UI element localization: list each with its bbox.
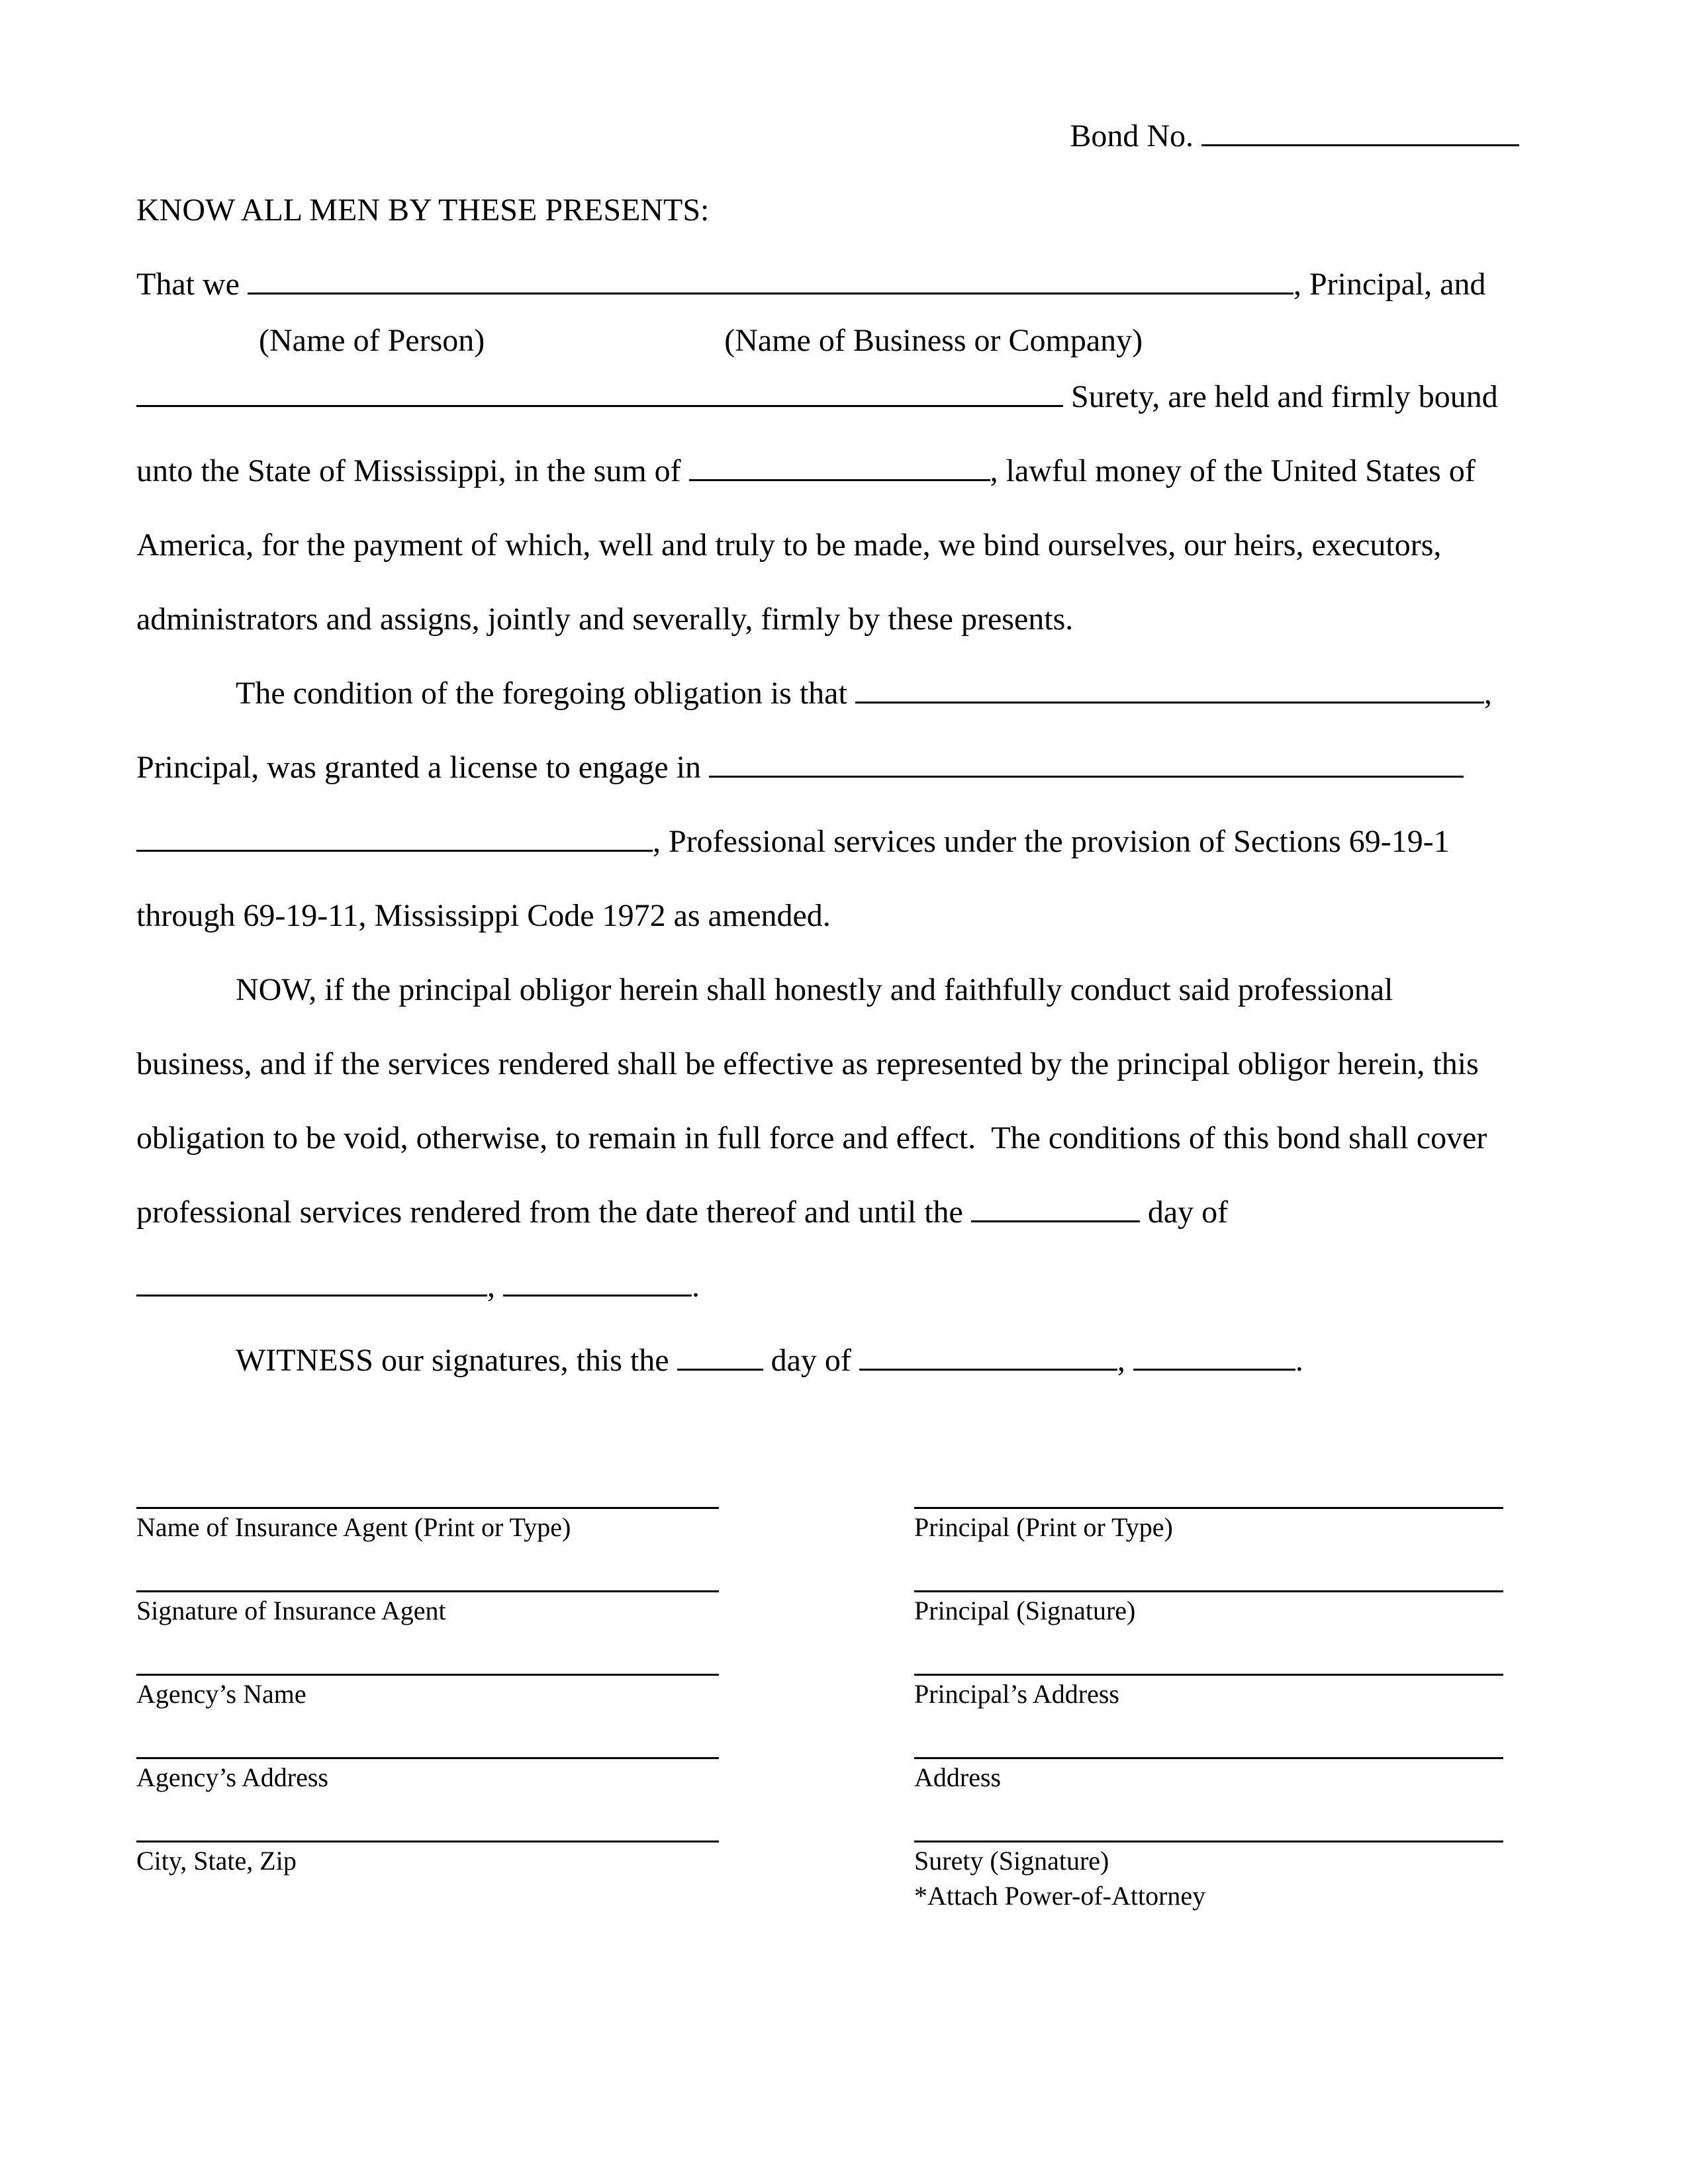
sig-label-address: Address — [914, 1762, 1002, 1792]
agent-signature-column — [136, 1507, 719, 1959]
surety-name-blank — [136, 405, 1063, 407]
sig-label-surety-signature: Surety (Signature) — [914, 1846, 1109, 1876]
sig-note-attach-power-of-attorney: *Attach Power-of-Attorney — [914, 1881, 1206, 1911]
witness-line — [136, 1324, 1519, 1398]
date-period: . — [692, 1269, 700, 1304]
condition-comma: , — [1483, 676, 1492, 711]
principal-signature-column — [914, 1507, 1503, 1959]
sig-label-agency-address: Agency’s Address — [136, 1762, 328, 1792]
now-line-3: obligation to be void, otherwise, to remain in full force and effect. The conditions of this bond shall cover — [136, 1120, 1487, 1156]
sig-label-principal-signature: Principal (Signature) — [914, 1596, 1136, 1625]
signature-section — [136, 1507, 1519, 1959]
sig-field-city-state-zip — [136, 1841, 719, 1878]
witness-month-blank — [859, 1369, 1117, 1371]
condition-line — [136, 657, 1519, 731]
sig-label-principal-name: Principal (Print or Type) — [914, 1512, 1173, 1542]
sig-field-agency-address — [136, 1757, 719, 1794]
america-line: America, for the payment of which, well and truly to be made, we bind ourselves, our heirs, executors, — [136, 527, 1442, 563]
surety-line — [136, 360, 1519, 434]
witness-day-of-text: day of — [771, 1343, 851, 1378]
date-comma: , — [487, 1269, 495, 1304]
condition-name-blank — [855, 702, 1484, 704]
professional-line — [136, 805, 1519, 879]
now-line-2: business, and if the services rendered shall be effective as represented by the principal obligor herein, this — [136, 1046, 1479, 1081]
license-type-blank — [709, 776, 1464, 778]
bond-no-blank — [1201, 144, 1519, 146]
surety-bound-text: Surety, are held and firmly bound — [1071, 379, 1498, 414]
heading: KNOW ALL MEN BY THESE PRESENTS: — [136, 193, 710, 228]
name-labels-line — [136, 322, 1519, 360]
date-month-blank — [136, 1295, 487, 1297]
sig-field-insurance-agent-name — [136, 1507, 719, 1544]
sum-pre-text: unto the State of Mississippi, in the sum of — [136, 453, 681, 488]
until-day-of-text: day of — [1147, 1195, 1229, 1230]
sig-field-principal-name — [914, 1507, 1503, 1544]
license-line — [136, 731, 1519, 805]
sig-field-principal-address — [914, 1674, 1503, 1711]
sig-label-city-state-zip: City, State, Zip — [136, 1846, 297, 1876]
name-of-person-label: (Name of Person) — [259, 323, 485, 358]
witness-year-blank — [1133, 1369, 1295, 1371]
condition-pre-text: The condition of the foregoing obligation is that — [236, 676, 847, 711]
administrators-line: administrators and assigns, jointly and severally, firmly by these presents. — [136, 602, 1074, 637]
witness-period: . — [1295, 1343, 1303, 1378]
sig-label-principal-address: Principal’s Address — [914, 1679, 1119, 1709]
witness-day-blank — [677, 1369, 763, 1371]
sum-post-text: , lawful money of the United States of — [990, 453, 1476, 488]
sum-amount-blank — [689, 479, 990, 481]
sig-label-insurance-agent-name: Name of Insurance Agent (Print or Type) — [136, 1512, 571, 1542]
now-line-4 — [136, 1175, 1519, 1250]
witness-comma: , — [1117, 1343, 1125, 1378]
sig-field-agency-name — [136, 1674, 719, 1711]
that-we-text: That we — [136, 267, 240, 302]
until-day-blank — [971, 1220, 1140, 1222]
sig-label-agency-name: Agency’s Name — [136, 1679, 306, 1709]
license-pre-text: Principal, was granted a license to engage in — [136, 750, 702, 785]
principal-and-text: , Principal, and — [1293, 267, 1486, 302]
date-year-blank — [503, 1295, 692, 1297]
now-line-1: NOW, if the principal obligor herein shall honestly and faithfully conduct said professional — [236, 972, 1393, 1007]
sum-line — [136, 434, 1519, 508]
bond-no-label: Bond No. — [1070, 118, 1194, 154]
principal-line — [136, 248, 1519, 322]
date-line — [136, 1250, 1519, 1324]
bond-no-line — [136, 99, 1519, 173]
professional-post-text: , Professional services under the provision of Sections 69-19-1 — [653, 824, 1450, 859]
sig-field-surety-signature — [914, 1841, 1503, 1913]
witness-pre-text: WITNESS our signatures, this the — [236, 1343, 669, 1378]
name-of-business-label: (Name of Business or Company) — [724, 323, 1143, 358]
until-pre-text: professional services rendered from the date thereof and until the — [136, 1195, 963, 1230]
professional-service-blank — [136, 850, 653, 852]
through-line: through 69-19-11, Mississippi Code 1972 as amended. — [136, 898, 831, 933]
sig-field-principal-signature — [914, 1590, 1503, 1627]
principal-name-blank — [248, 293, 1293, 295]
sig-field-address — [914, 1757, 1503, 1794]
sig-label-insurance-agent-signature: Signature of Insurance Agent — [136, 1596, 446, 1625]
sig-field-insurance-agent-signature — [136, 1590, 719, 1627]
